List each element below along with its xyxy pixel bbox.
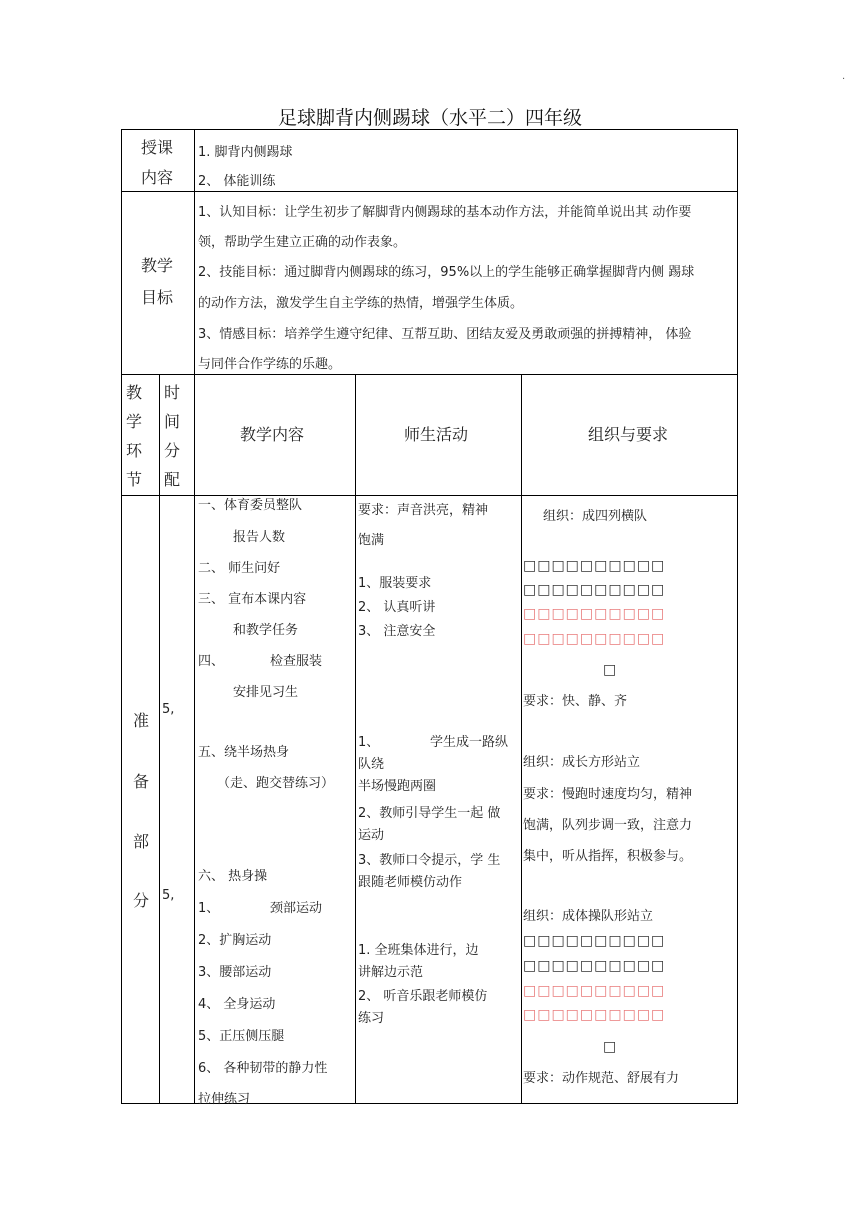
course-item: 1. 脚背内侧踢球 — [198, 145, 293, 160]
content-line: 拉伸练习 — [198, 1092, 251, 1107]
header-time-char: 间 — [163, 412, 180, 431]
goals-label-line2: 目标 — [141, 288, 174, 307]
formation-row: □□□□□□□□□□ — [523, 1007, 666, 1023]
header-phase-char: 节 — [125, 470, 142, 489]
header-org: 组织与要求 — [588, 425, 669, 444]
content-line: （走、跑交替练习） — [217, 776, 335, 791]
org-formation: 组织：成长方形站立 — [523, 755, 641, 770]
row-divider — [121, 191, 738, 192]
header-time — [162, 380, 182, 496]
content-line: 六、 热身操 — [198, 869, 268, 884]
col-divider — [159, 374, 160, 1104]
content-line: 检查服装 — [270, 654, 323, 669]
goals-label-line1: 教学 — [141, 256, 174, 275]
org-requirement: 要求：快、静、齐 — [523, 694, 628, 709]
activity-line: 3、教师口令提示，学 生 — [358, 853, 501, 868]
content-line: 1、 — [198, 901, 220, 916]
content-line: 一、体育委员整队 — [198, 498, 303, 513]
header-phase-char: 环 — [125, 441, 142, 460]
activity-line: 3、 注意安全 — [358, 624, 436, 639]
formation-row: □□□□□□□□□□ — [523, 558, 666, 574]
formation-row: □□□□□□□□□□ — [523, 933, 666, 949]
activity-line: 学生成一路纵 — [430, 735, 509, 750]
formation-row: □□□□□□□□□□ — [523, 983, 666, 999]
org-requirement: 要求：慢跑时速度均匀，精神 — [523, 787, 693, 802]
phase-char: 部 — [133, 832, 150, 851]
goal-line: 2、技能目标：通过脚背内侧踢球的练习，95%以上的学生能够正确掌握脚背内侧 踢球 — [198, 265, 695, 280]
activity-line: 练习 — [358, 1011, 385, 1026]
activity-line: 1、 — [358, 735, 380, 750]
teacher-position: □ — [603, 1039, 618, 1055]
activity-line: 队绕 — [358, 757, 385, 772]
header-phase-char: 学 — [125, 412, 142, 431]
org-requirement: 集中，听从指挥，积极参与。 — [523, 849, 693, 864]
content-line: 4、 全身运动 — [198, 997, 276, 1012]
content-line: 四、 — [198, 654, 225, 669]
corner-mark: · — [842, 74, 846, 85]
org-requirement: 饱满，队列步调一致，注意力 — [523, 818, 693, 833]
course-label-line2: 内容 — [141, 168, 174, 187]
header-time-char: 时 — [163, 383, 180, 402]
row-divider — [121, 374, 738, 375]
header-phase — [124, 380, 144, 496]
goal-line: 的动作方法，激发学生自主学练的热情，增强学生体质。 — [198, 296, 524, 311]
header-time-char: 配 — [163, 470, 180, 489]
content-line: 和教学任务 — [233, 623, 299, 638]
teacher-position: □ — [603, 662, 618, 678]
col-divider — [194, 129, 195, 375]
page-title: 足球脚背内侧踢球（水平二）四年级 — [277, 107, 582, 129]
content-line: 二、 师生问好 — [198, 561, 281, 576]
col-divider — [355, 374, 356, 1104]
phase-char: 分 — [133, 891, 150, 910]
org-requirement: 要求：动作规范、舒展有力 — [523, 1071, 680, 1086]
formation-row: □□□□□□□□□□ — [523, 631, 666, 647]
content-line: 五、绕半场热身 — [198, 745, 290, 760]
activity-line: 运动 — [358, 828, 385, 843]
goal-line: 与同伴合作学练的乐趣。 — [198, 357, 342, 372]
formation-row: □□□□□□□□□□ — [523, 606, 666, 622]
activity-line: 2、教师引导学生一起 做 — [358, 806, 501, 821]
header-time-char: 分 — [163, 441, 180, 460]
formation-row: □□□□□□□□□□ — [523, 958, 666, 974]
time-allocation: 5, — [162, 888, 175, 903]
course-item: 2、 体能训练 — [198, 174, 276, 189]
activity-line: 半场慢跑两圈 — [358, 779, 437, 794]
col-divider — [194, 374, 195, 1104]
activity-line: 讲解边示范 — [358, 965, 424, 980]
activity-line: 要求：声音洪亮，精神 — [358, 503, 489, 518]
content-line: 三、 宣布本课内容 — [198, 592, 307, 607]
content-line: 2、扩胸运动 — [198, 933, 272, 948]
col-divider — [521, 374, 522, 1104]
formation-row: □□□□□□□□□□ — [523, 582, 666, 598]
activity-line: 跟随老师模仿动作 — [358, 875, 463, 890]
activity-line: 1. 全班集体进行，边 — [358, 943, 479, 958]
org-formation: 组织：成体操队形站立 — [523, 909, 654, 924]
phase-char: 准 — [133, 711, 150, 730]
activity-line: 1、服装要求 — [358, 576, 432, 591]
content-line: 5、正压侧压腿 — [198, 1029, 285, 1044]
activity-line: 饱满 — [358, 533, 385, 548]
time-allocation: 5, — [162, 702, 175, 717]
org-formation: 组织：成四列横队 — [543, 509, 648, 524]
header-content: 教学内容 — [240, 425, 305, 444]
row-divider — [121, 495, 738, 496]
course-label-line1: 授课 — [141, 138, 174, 157]
header-phase-char: 教 — [125, 383, 142, 402]
phase-char: 备 — [133, 772, 150, 791]
content-line: 颈部运动 — [270, 901, 323, 916]
goal-line: 3、情感目标：培养学生遵守纪律、互帮互助、团结友爱及勇敢顽强的拼搏精神， 体验 — [198, 327, 692, 342]
content-line: 报告人数 — [233, 530, 286, 545]
activity-line: 2、 认真听讲 — [358, 600, 436, 615]
header-activity: 师生活动 — [404, 425, 469, 444]
content-line: 安排见习生 — [233, 685, 299, 700]
goal-line: 1、认知目标：让学生初步了解脚背内侧踢球的基本动作方法，并能简单说出其 动作要 — [198, 205, 692, 220]
content-line: 3、腰部运动 — [198, 965, 272, 980]
content-line: 6、 各种韧带的静力性 — [198, 1061, 328, 1076]
activity-line: 2、 听音乐跟老师模仿 — [358, 989, 488, 1004]
goal-line: 领，帮助学生建立正确的动作表象。 — [198, 235, 407, 250]
